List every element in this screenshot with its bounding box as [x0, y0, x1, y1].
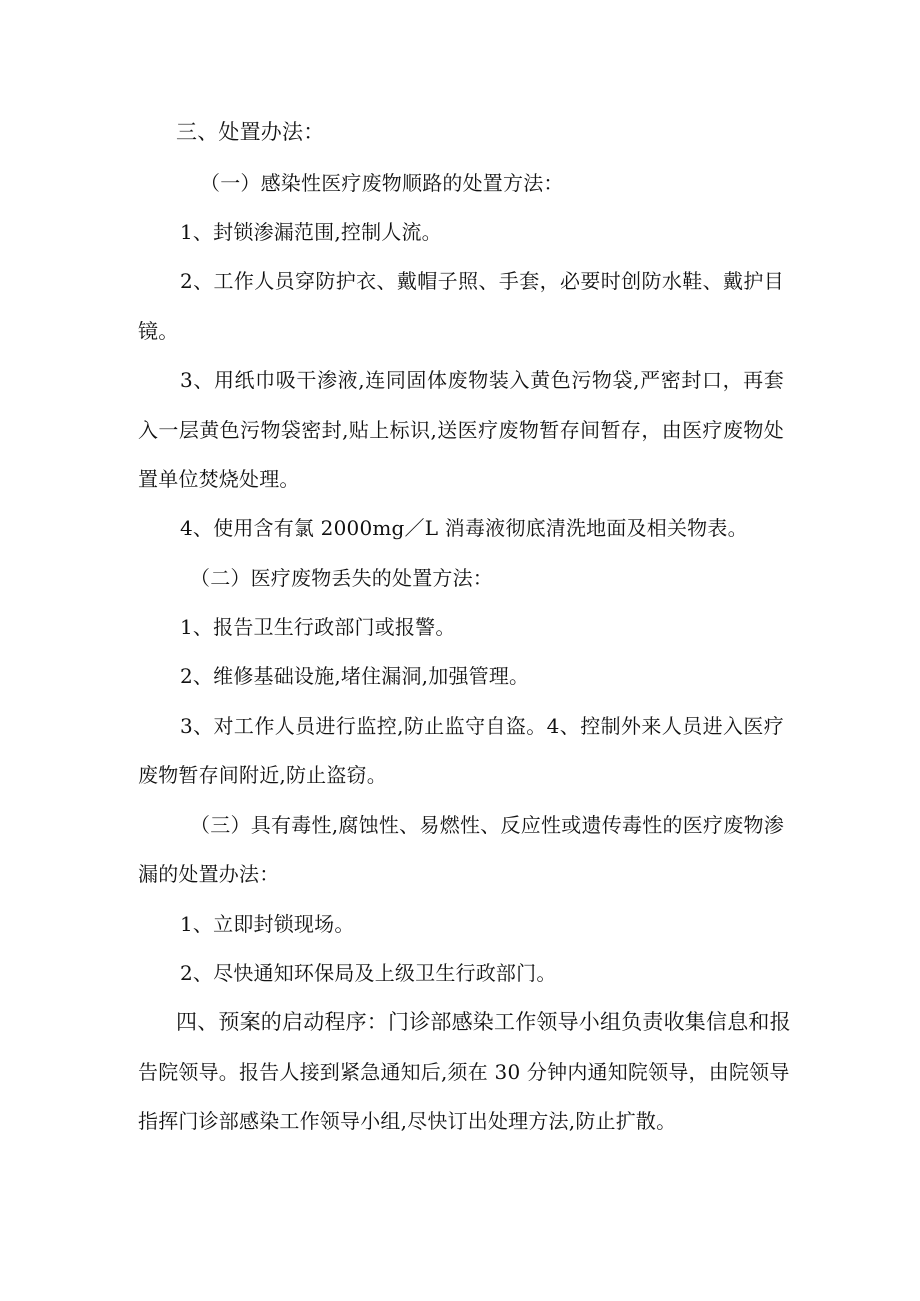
subsection-1-item-2-line-1: 2、工作人员穿防护衣、戴帽子照、手套，必要时创防水鞋、戴护目 [180, 269, 784, 293]
subsection-1-heading: （一）感染性医疗废物顺路的处置方法： [200, 171, 564, 195]
subsection-2-item-3-line-1: 3、对工作人员进行监控,防止监守自盗。4、控制外来人员进入医疗 [180, 714, 784, 738]
subsection-1-item-1: 1、封锁渗漏范围,控制人流。 [180, 220, 442, 244]
section-4-line-2: 告院领导。报告人接到紧急通知后,须在 30 分钟内通知院领导，由院领导 [138, 1060, 790, 1084]
section-4-line-3: 指挥门诊部感染工作领导小组,尽快订出处理方法,防止扩散。 [138, 1109, 677, 1133]
subsection-3-heading-line-2: 漏的处置办法： [138, 862, 280, 886]
subsection-3-item-2: 2、尽快通知环保局及上级卫生行政部门。 [180, 961, 557, 985]
subsection-1-item-4: 4、使用含有氯 2000mg／L 消毒液彻底清洗地面及相关物表。 [180, 516, 748, 540]
subsection-2-item-1: 1、报告卫生行政部门或报警。 [180, 615, 456, 639]
subsection-1-item-3-line-3: 置单位焚烧处理。 [138, 467, 300, 491]
subsection-2-heading: （二）医疗废物丢失的处置方法： [190, 566, 493, 590]
subsection-1-item-3-line-1: 3、用纸巾吸干渗液,连同固体废物装入黄色污物袋,严密封口，再套 [180, 368, 784, 392]
section-3-heading: 三、处置办法： [176, 120, 325, 144]
subsection-2-item-2: 2、维修基础设施,堵住漏洞,加强管理。 [180, 664, 530, 688]
subsection-1-item-3-line-2: 入一层黄色污物袋密封,贴上标识,送医疗废物暂存间暂存，由医疗废物处 [138, 418, 784, 442]
subsection-2-item-3-line-2: 废物暂存间附近,防止盗窃。 [138, 763, 387, 787]
subsection-1-item-2-line-2: 镜。 [138, 319, 179, 343]
subsection-3-item-1: 1、立即封锁现场。 [180, 912, 355, 936]
subsection-3-heading-line-1: （三）具有毒性,腐蚀性、易燃性、反应性或遗传毒性的医疗废物渗 [190, 813, 784, 837]
section-4-line-1: 四、预案的启动程序：门诊部感染工作领导小组负责收集信息和报 [176, 1010, 791, 1034]
